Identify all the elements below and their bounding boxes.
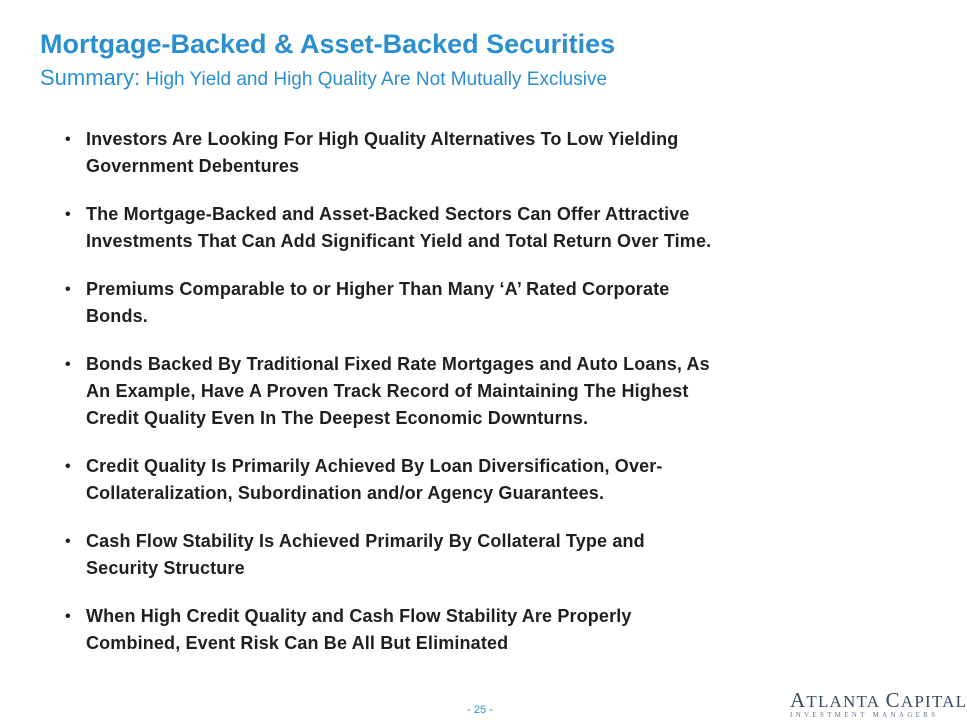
bullet-icon: • xyxy=(65,281,71,298)
bullet-line: Bonds. xyxy=(86,306,148,326)
slide-title: Mortgage-Backed & Asset-Backed Securities xyxy=(40,29,616,59)
bullet-line: Investments That Can Add Significant Yield and Total Return Over Time. xyxy=(86,231,712,251)
bullet-line: Credit Quality Is Primarily Achieved By Loan Diversification, Over- xyxy=(86,456,663,476)
bullet-line: Bonds Backed By Traditional Fixed Rate Mortgages and Auto Loans, As xyxy=(86,354,710,374)
bullet-line: Combined, Event Risk Can Be All But Eliminated xyxy=(86,633,509,653)
bullet-item xyxy=(62,453,922,507)
bullet-line: Government Debentures xyxy=(86,156,300,176)
bullet-line: Cash Flow Stability Is Achieved Primarily By Collateral Type and xyxy=(86,531,645,551)
bullet-line: Premiums Comparable to or Higher Than Many ‘A’ Rated Corporate xyxy=(86,279,670,299)
bullet-line: Collateralization, Subordination and/or Agency Guarantees. xyxy=(86,483,605,503)
bullet-item xyxy=(62,528,922,582)
bullet-icon: • xyxy=(65,458,71,475)
bullet-line: When High Credit Quality and Cash Flow Stability Are Properly xyxy=(86,606,632,626)
bullet-line: Credit Quality Even In The Deepest Economic Downturns. xyxy=(86,408,589,428)
company-logo xyxy=(790,688,967,719)
logo-tagline: INVESTMENT MANAGERS xyxy=(790,711,939,719)
bullet-icon: • xyxy=(65,533,71,550)
page-number: - 25 - xyxy=(467,704,493,716)
bullet-line: Security Structure xyxy=(86,558,245,578)
bullet-list xyxy=(62,126,922,678)
bullet-item xyxy=(62,201,922,255)
bullet-item xyxy=(62,351,922,432)
bullet-item xyxy=(62,603,922,657)
bullet-item xyxy=(62,126,922,180)
bullet-line: The Mortgage-Backed and Asset-Backed Sectors Can Offer Attractive xyxy=(86,204,690,224)
slide-subtitle xyxy=(40,65,607,91)
bullet-line: Investors Are Looking For High Quality Alternatives To Low Yielding xyxy=(86,129,679,149)
bullet-icon: • xyxy=(65,356,71,373)
bullet-item xyxy=(62,276,922,330)
bullet-icon: • xyxy=(65,206,71,223)
subtitle-text: High Yield and High Quality Are Not Mutually Exclusive xyxy=(140,69,608,90)
subtitle-lead: Summary: xyxy=(40,65,141,90)
bullet-icon: • xyxy=(65,131,71,148)
logo-wordmark: ATLANTA CAPITAL xyxy=(790,688,967,712)
bullet-icon: • xyxy=(65,608,71,625)
bullet-line: An Example, Have A Proven Track Record of Maintaining The Highest xyxy=(86,381,689,401)
